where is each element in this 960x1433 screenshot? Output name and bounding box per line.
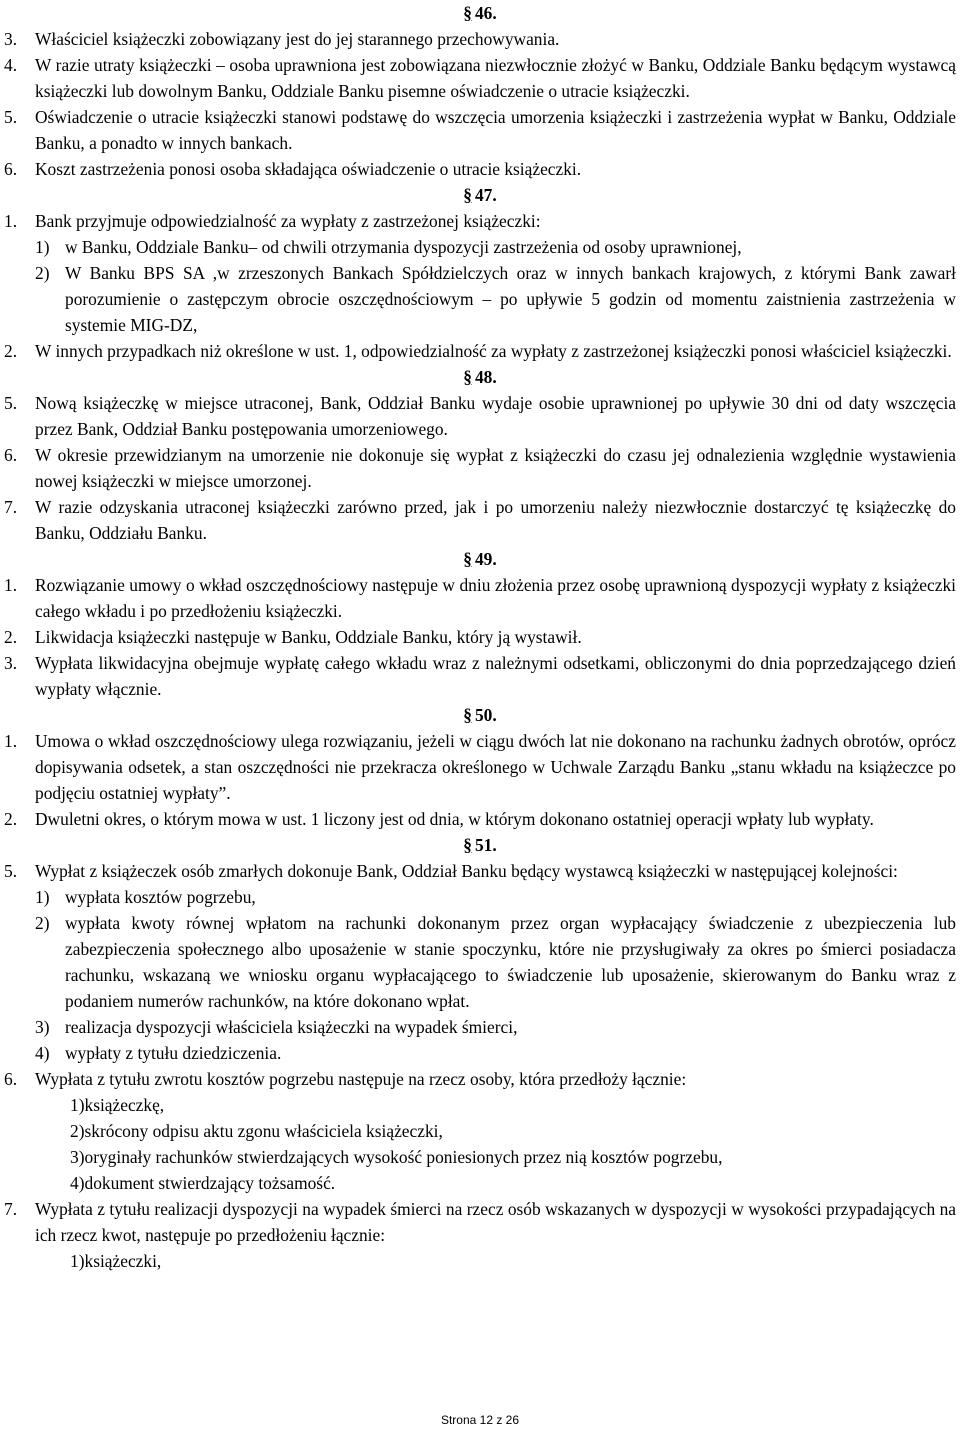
paragraph-47-1: 1. Bank przyjmuje odpowiedzialność za wypłaty z zastrzeżonej książeczki:	[4, 211, 541, 231]
section-heading-47: § 47.	[463, 185, 497, 205]
paragraph-46-5: 5. Oświadczenie o utracie książeczki stanowi podstawę do wszczęcia umorzenia książeczki i zastrzeżenia wypłat w Banku, Oddziale Banku, a ponadto w innych bankach.	[4, 107, 956, 153]
paragraph-48-6: 6. W okresie przewidzianym na umorzenie nie dokonuje się wypłat z książeczki do czasu jej odnalezienia względnie wystawienia nowej książeczki w miejsce umorzonej.	[4, 445, 956, 491]
order-point-2: 2) wypłata kwoty równej wpłatom na rachunki dokonanym przez organ wypłacający świadczenie z ubezpieczenia lub zabezpieczenia społecznego albo uposażenie w stanie spoczynku, które nie przysługiwały za okres po śmierci posiadacza rachunku, wskazaną we wniosku organu wypłacającego to świadczenie lub uposażenie, skierowanym do Banku wraz z podaniem numerów rachunków, na które dokonano wpłat.	[35, 913, 956, 1011]
paragraph-49-2: 2. Likwidacja książeczki następuje w Banku, Oddziale Banku, który ją wystawił.	[4, 627, 582, 647]
paragraph-49-3: 3. Wypłata likwidacyjna obejmuje wypłatę całego wkładu wraz z należnymi odsetkami, obliczonymi do dnia poprzedzającego dzień wypłaty włącznie.	[4, 653, 956, 699]
doc-point-4: 4)dokument stwierdzający tożsamość.	[70, 1173, 336, 1193]
order-point-4: 4) wypłaty z tytułu dziedziczenia.	[35, 1043, 282, 1063]
paragraph-51-6: 6. Wypłata z tytułu zwrotu kosztów pogrzebu następuje na rzecz osoby, która przedłoży łącznie:	[4, 1069, 687, 1089]
doc-point-2: 2)skrócony odpisu aktu zgonu właściciela książeczki,	[70, 1121, 443, 1141]
paragraph-46-3: 3. Właściciel książeczki zobowiązany jest do jej starannego przechowywania.	[4, 29, 560, 49]
paragraph-50-2: 2. Dwuletni okres, o którym mowa w ust. 1 liczony jest od dnia, w którym dokonano ostatniej operacji wpłaty lub wypłaty.	[4, 809, 874, 829]
final-point-1: 1)książeczki,	[70, 1251, 162, 1271]
paragraph-51-7: 7. Wypłata z tytułu realizacji dyspozycji na wypadek śmierci na rzecz osób wskazanych w dyspozycji w wysokości przypadających na ich rzecz kwot, następuje po przedłożeniu łącznie:	[4, 1199, 956, 1245]
section-heading-50: § 50.	[463, 705, 497, 725]
point-47-1-2: 2) W Banku BPS SA ,w zrzeszonych Bankach Spółdzielczych oraz w innych bankach krajowych, z którymi Bank zawarł porozumienie o zastępczym obrocie oszczędnościowym – po upływie 5 godzin od momentu zaistnienia zastrzeżenia w systemie MIG-DZ,	[35, 263, 956, 335]
order-point-1: 1) wypłata kosztów pogrzebu,	[35, 887, 256, 907]
page-number-footer: Strona 12 z 26	[440, 1413, 520, 1427]
paragraph-47-2: 2. W innych przypadkach niż określone w ust. 1, odpowiedzialność za wypłaty z zastrzeżonej książeczki ponosi właściciel książeczki.	[4, 341, 952, 361]
paragraph-50-1: 1. Umowa o wkład oszczędnościowy ulega rozwiązaniu, jeżeli w ciągu dwóch lat nie dokonano na rachunku żadnych obrotów, oprócz dopisywania odsetek, a stan oszczędności nie przekracza określonego w Uchwale Zarządu Banku „stanu wkładu na książeczce po podjęciu ostatniej wypłaty”.	[4, 731, 956, 803]
section-sign: §	[463, 3, 472, 23]
section-heading-48: § 48.	[463, 367, 497, 387]
order-point-3: 3) realizacja dyspozycji właściciela książeczki na wypadek śmierci,	[35, 1017, 518, 1037]
doc-point-1: 1)książeczkę,	[70, 1095, 165, 1115]
section-heading-46: § 46.	[463, 3, 497, 23]
section-heading-49: § 49.	[463, 549, 497, 569]
point-47-1-1: 1) w Banku, Oddziale Banku– od chwili otrzymania dyspozycji zastrzeżenia od osoby uprawnionej,	[35, 237, 742, 257]
section-heading-51: § 51.	[463, 835, 497, 855]
paragraph-49-1: 1. Rozwiązanie umowy o wkład oszczędnościowy następuje w dniu złożenia przez osobę uprawnioną dyspozycji wypłaty z książeczki całego wkładu i po przedłożeniu książeczki.	[4, 575, 956, 621]
paragraph-46-6: 6. Koszt zastrzeżenia ponosi osoba składająca oświadczenie o utracie książeczki.	[4, 159, 582, 179]
paragraph-48-7: 7. W razie odzyskania utraconej książeczki zarówno przed, jak i po umorzeniu należy niezwłocznie dostarczyć tę książeczkę do Banku, Oddziału Banku.	[4, 497, 956, 543]
paragraph-51-5: 5. Wypłat z książeczek osób zmarłych dokonuje Bank, Oddział Banku będący wystawcą książeczki w następującej kolejności:	[4, 861, 898, 881]
paragraph-48-5: 5. Nową książeczkę w miejsce utraconej, Bank, Oddział Banku wydaje osobie uprawnionej po upływie 30 dni od daty wszczęcia przez Bank, Oddział Banku postępowania umorzeniowego.	[4, 393, 956, 439]
paragraph-46-4: 4. W razie utraty książeczki – osoba uprawniona jest zobowiązana niezwłocznie złożyć w Banku, Oddziale Banku będącym wystawcą książeczki lub dowolnym Banku, Oddziale Banku pisemne oświadczenie o utracie książeczki.	[4, 55, 956, 101]
doc-point-3: 3)oryginały rachunków stwierdzających wysokość poniesionych przez nią kosztów pogrzebu,	[70, 1147, 723, 1167]
